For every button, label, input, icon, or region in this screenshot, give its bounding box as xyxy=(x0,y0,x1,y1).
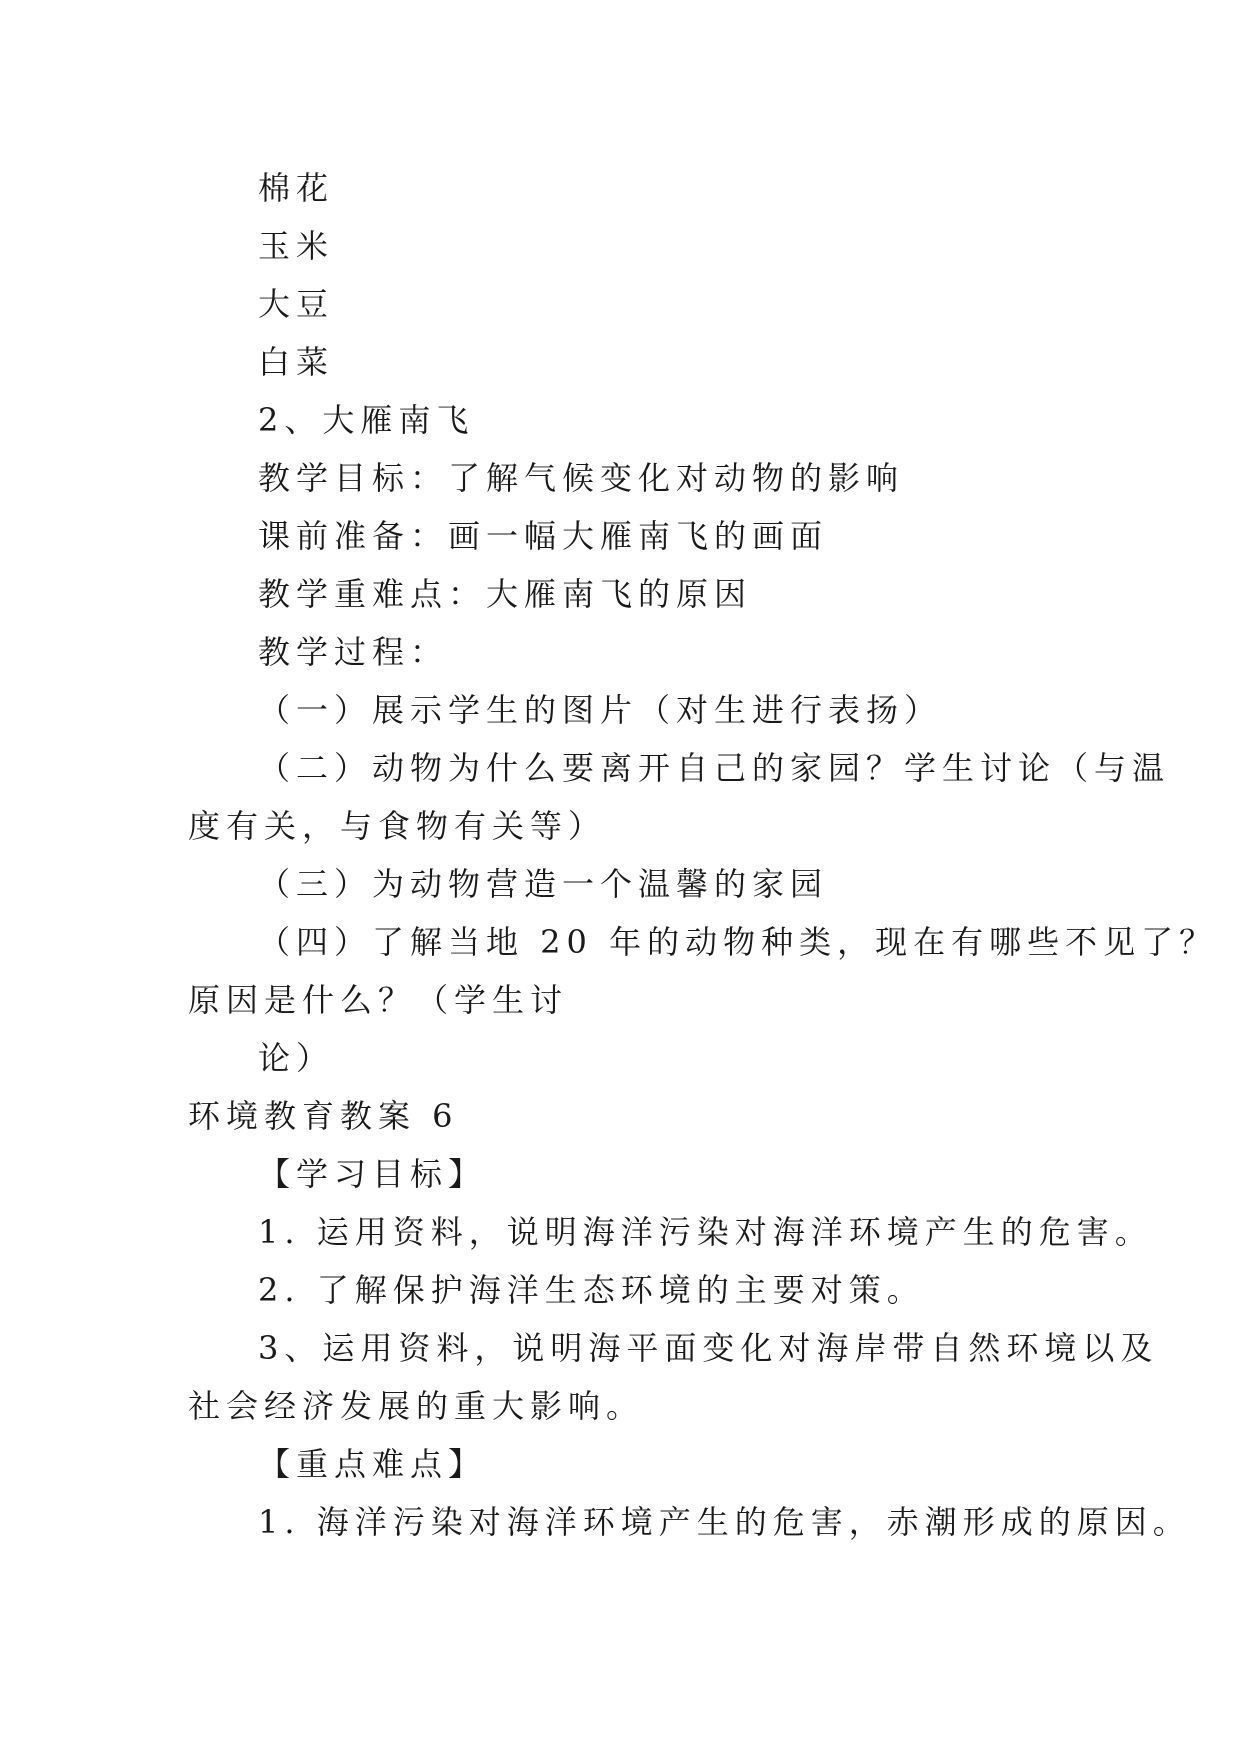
plan6-objectives-heading: 【学习目标】 xyxy=(258,1155,487,1193)
lesson2-step4-line3: 论） xyxy=(258,1039,335,1077)
lesson2-title: 2、大雁南飞 xyxy=(258,401,475,439)
crop-cabbage: 白菜 xyxy=(258,343,335,381)
plan6-difficulty-1: 1. 海洋污染对海洋环境产生的危害，赤潮形成的原因。 xyxy=(258,1503,1191,1541)
lesson2-process-label: 教学过程： xyxy=(258,633,449,671)
crop-corn: 玉米 xyxy=(258,227,335,265)
plan6-objective-3-line2: 社会经济发展的重大影响。 xyxy=(188,1387,645,1425)
lesson2-step2-line1: （二）动物为什么要离开自己的家园？学生讨论（与温 xyxy=(258,749,1171,787)
lesson2-step4-line1: （四）了解当地 20 年的动物种类，现在有哪些不见了？ xyxy=(258,923,1218,961)
lesson2-step3: （三）为动物营造一个温馨的家园 xyxy=(258,865,829,903)
crop-cotton: 棉花 xyxy=(258,169,335,207)
crop-soybean: 大豆 xyxy=(258,285,335,323)
lesson2-key-points: 教学重难点：大雁南飞的原因 xyxy=(258,575,753,613)
lesson2-step2-line2: 度有关，与食物有关等） xyxy=(188,807,607,845)
plan6-title: 环境教育教案 6 xyxy=(188,1097,459,1135)
lesson2-goal: 教学目标：了解气候变化对动物的影响 xyxy=(258,459,905,497)
lesson2-prep: 课前准备：画一幅大雁南飞的画面 xyxy=(258,517,829,555)
plan6-difficulties-heading: 【重点难点】 xyxy=(258,1445,487,1483)
plan6-objective-3-line1: 3、运用资料，说明海平面变化对海岸带自然环境以及 xyxy=(258,1329,1159,1367)
plan6-objective-2: 2. 了解保护海洋生态环境的主要对策。 xyxy=(258,1271,925,1309)
plan6-objective-1: 1. 运用资料，说明海洋污染对海洋环境产生的危害。 xyxy=(258,1213,1153,1251)
lesson2-step4-line2: 原因是什么？（学生讨 xyxy=(188,981,569,1019)
lesson2-step1: （一）展示学生的图片（对生进行表扬） xyxy=(258,691,943,729)
